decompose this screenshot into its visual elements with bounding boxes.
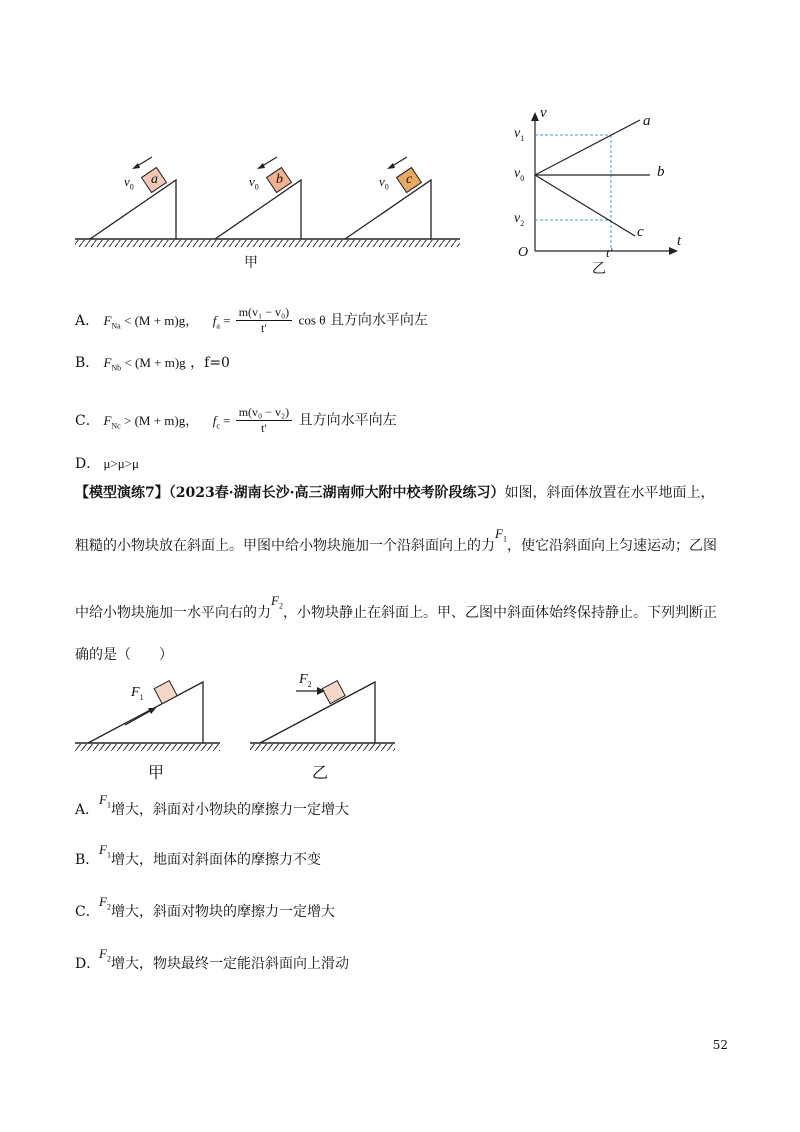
figure1-caption: 甲 bbox=[244, 255, 258, 271]
normal-force-a: $F_{Na} < (M + m)g$， bbox=[103, 312, 199, 331]
incline-jia bbox=[75, 681, 220, 751]
line-c bbox=[535, 175, 635, 236]
q7-option-a[interactable]: A．$F_1$增大，斜面对小物块的摩擦力一定增大 bbox=[75, 792, 349, 818]
q7-line4: 确的是（ ） bbox=[75, 647, 173, 663]
q7-fig-left-caption: 甲 bbox=[148, 763, 165, 782]
block-label-a: a bbox=[151, 172, 158, 187]
option-c[interactable]: C． $F_{Nc} > (M + m)g$， $f_c$ = $\frac{\text{m(v₀ − v₂)}}{t'}$ 且方向水平向左 bbox=[75, 405, 397, 435]
q7-line3: 中给小物块施加一水平向右的力$F_2$，小物块静止在斜面上。甲、乙图中斜面体始终保持静止。下列判断正 bbox=[75, 593, 717, 621]
velocity-label-c: $v_0$ bbox=[379, 174, 389, 192]
page-number: 52 bbox=[712, 1038, 728, 1052]
q7-line1: 【模型演练7】（2023春·湖南长沙·高三湖南师大附中校考阶段练习）如图，斜面体放置在水平地面上， bbox=[75, 485, 715, 501]
ground-hatch bbox=[75, 240, 460, 247]
figure-vt-graph bbox=[510, 108, 690, 263]
x-axis-label: t bbox=[677, 233, 682, 249]
block-label-c: c bbox=[406, 172, 413, 187]
option-d[interactable]: D． μ>μ>μ bbox=[75, 456, 140, 472]
velocity-label-b: $v_0$ bbox=[249, 174, 259, 192]
fraction-c: $\frac{\text{m(v₀ − v₂)}}{t'}$ bbox=[236, 405, 292, 436]
y-tick-v2: $v_2$ bbox=[514, 211, 525, 228]
option-a[interactable]: A． $F_{Na} < (M + m)g$， $f_a$ = $\frac{\text{m(v₁ − v₀)}}{t'}$ cos θ 且方向水平向左 bbox=[75, 305, 428, 335]
q7-option-d[interactable]: D．$F_2$增大，物块最终一定能沿斜面向上滑动 bbox=[75, 946, 349, 972]
line-c-label: c bbox=[637, 224, 644, 240]
incline-yi bbox=[250, 681, 395, 751]
normal-force-b: $F_{Nb} < (M + m)g$ bbox=[103, 355, 186, 373]
line-a-label: a bbox=[643, 113, 651, 129]
normal-force-c: $F_{Nc} > (M + m)g$， bbox=[103, 412, 199, 431]
force-f1-label: $F_1$ bbox=[131, 685, 144, 702]
q7-option-c[interactable]: C．$F_2$增大，斜面对物块的摩擦力一定增大 bbox=[75, 894, 335, 920]
y-tick-v0: $v_0$ bbox=[514, 166, 525, 183]
q7-heading: 【模型演练7】 bbox=[75, 485, 169, 501]
q7-option-b[interactable]: B．$F_1$增大，地面对斜面体的摩擦力不变 bbox=[75, 842, 321, 868]
velocity-label-a: $v_0$ bbox=[124, 174, 134, 192]
origin-label: O bbox=[518, 245, 529, 260]
option-b[interactable]: B． $F_{Nb} < (M + m)g$ ，f=0 bbox=[75, 355, 230, 373]
force-f2-label: $F_2$ bbox=[299, 672, 312, 689]
y-axis-label: v bbox=[540, 105, 547, 121]
figure-q7-inclines bbox=[70, 670, 400, 755]
incline-b bbox=[215, 157, 301, 239]
line-a bbox=[535, 120, 640, 175]
q7-fig-right-caption: 乙 bbox=[312, 763, 329, 782]
x-tick-t-prime: t′ bbox=[606, 245, 613, 260]
q7-source: （2023春·湖南长沙·高三湖南师大附中校考阶段练习） bbox=[168, 485, 505, 501]
figure2-caption: 乙 bbox=[592, 261, 606, 277]
fraction-a: $\frac{\text{m(v₁ − v₀)}}{t'}$ bbox=[236, 305, 292, 336]
y-tick-v1: $v_1$ bbox=[514, 126, 525, 143]
incline-a bbox=[90, 157, 176, 239]
block-label-b: b bbox=[276, 172, 283, 187]
incline-c bbox=[345, 157, 431, 239]
line-b-label: b bbox=[657, 164, 665, 180]
q7-line2: 粗糙的小物块放在斜面上。甲图中给小物块施加一个沿斜面向上的力$F_1$，使它沿斜面向上匀速运动；乙图 bbox=[75, 526, 717, 554]
